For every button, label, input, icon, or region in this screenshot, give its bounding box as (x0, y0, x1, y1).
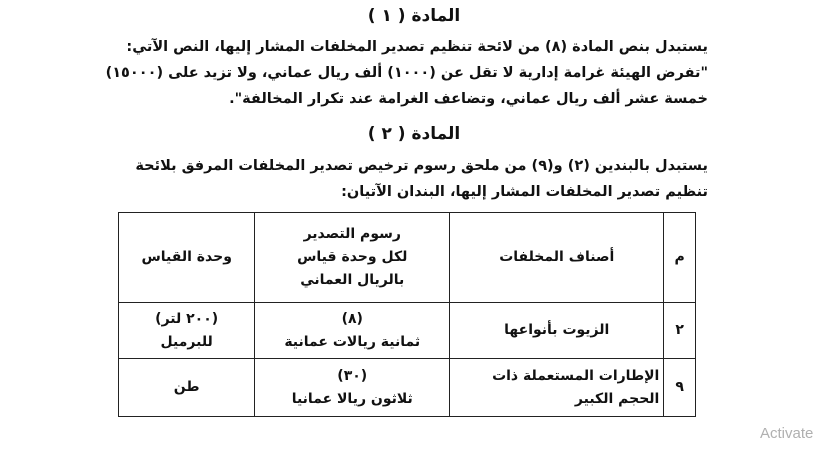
row-unit: طن (119, 359, 255, 417)
row-type: الإطارات المستعملة ذات الحجم الكبير (450, 359, 664, 417)
table-header-row (119, 213, 696, 303)
row-fee (255, 359, 450, 417)
row-num: ٢ (664, 303, 696, 359)
row-unit (119, 303, 255, 359)
article-1-heading: المادة ( ١ ) (367, 6, 461, 26)
table-row (119, 303, 696, 359)
article-2-text (108, 153, 708, 205)
row-type: الزيوت بأنواعها (450, 303, 664, 359)
header-num: م (664, 213, 696, 303)
header-fee-line: رسوم التصدير (303, 226, 401, 242)
article-2-line: تنظيم تصدير المخلفات المشار إليها، البندان الآتيان: (341, 184, 708, 200)
header-fee-line: بالريال العماني (300, 272, 405, 288)
article-2-heading: المادة ( ٢ ) (367, 124, 461, 144)
article-1-line: "تفرض الهيئة غرامة إدارية لا تقل عن (١٠٠٠) ألف ريال عماني، ولا تزيد على (١٥٠٠٠) (105, 65, 708, 81)
row-unit-line: (٢٠٠ لتر) (155, 310, 219, 327)
row-fee-words: ثمانية ريالات عمانية (284, 333, 421, 350)
row-fee-words: ثلاثون ريالا عمانيا (291, 390, 413, 407)
header-type: أصناف المخلفات (450, 213, 664, 303)
header-fee-line: لكل وحدة قياس (297, 249, 408, 265)
row-fee-number: (٣٠) (337, 367, 368, 384)
header-unit: وحدة القياس (119, 213, 255, 303)
fees-table (118, 212, 696, 417)
row-fee-number: (٨) (341, 310, 363, 327)
row-fee (255, 303, 450, 359)
article-2-line: يستبدل بالبندين (٢) و(٩) من ملحق رسوم ترخيص تصدير المخلفات المرفق بلائحة (135, 158, 708, 174)
activate-watermark: Activate (760, 425, 814, 442)
article-1-line: خمسة عشر ألف ريال عماني، وتضاعف الغرامة عند تكرار المخالفة". (229, 91, 708, 107)
article-1-line: يستبدل بنص المادة (٨) من لائحة تنظيم تصدير المخلفات المشار إليها، النص الآتي: (126, 39, 708, 55)
row-unit-line: للبرميل (160, 333, 213, 350)
article-1-text (105, 34, 708, 112)
table-row (119, 359, 696, 417)
header-fee (255, 213, 450, 303)
row-num: ٩ (664, 359, 696, 417)
